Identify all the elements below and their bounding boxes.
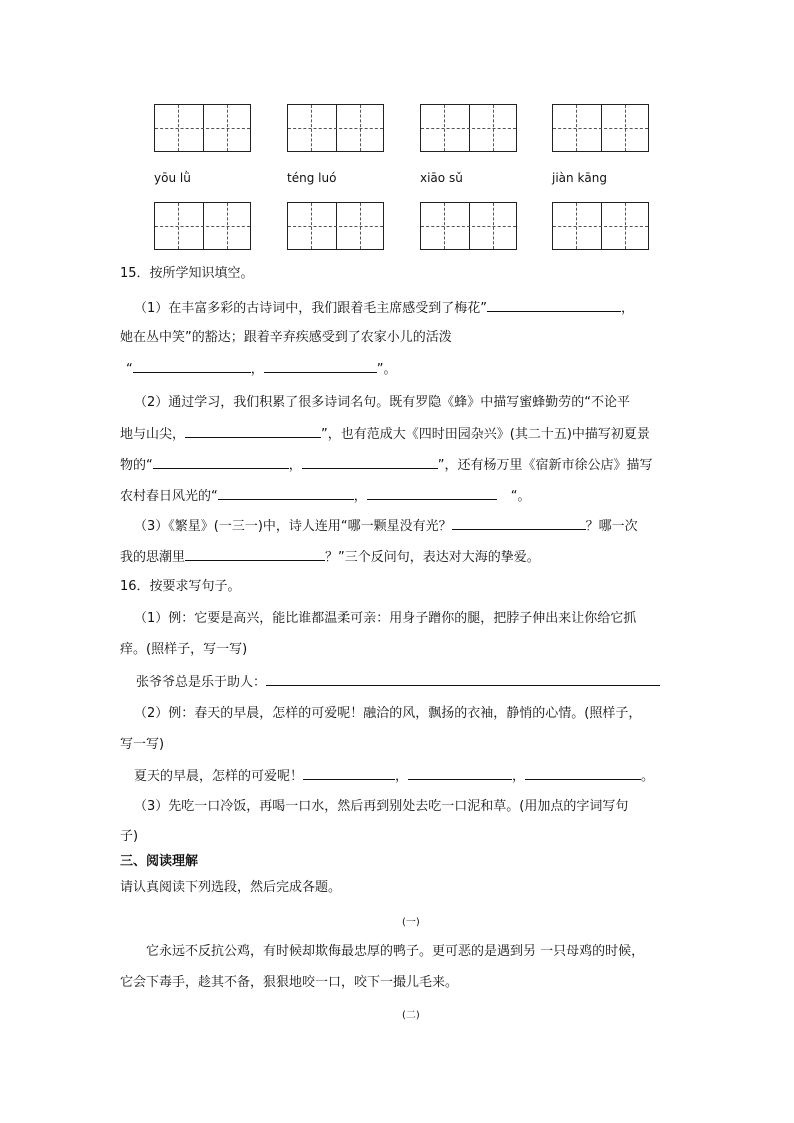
question-line: （2）通过学习，我们积累了很多诗词名句。既有罗隐《蜂》中描写蜜蜂勤劳的“不论平 [134, 395, 631, 410]
answer-blank[interactable] [408, 767, 512, 780]
question-line: 张爷爷总是乐于助人： [136, 673, 660, 691]
question-line: 我的思潮里 ？”三个反问句，表达对大海的挚爱。 [120, 550, 540, 565]
question-line: （2）例：春天的早晨，怎样的可爱呢！融洽的风，飘扬的衣袖，静悄的心情。(照样子， [134, 706, 642, 721]
tian-grid-box[interactable] [552, 202, 649, 250]
question-line: 物的“ ， ”，还有杨万里《宿新市徐公店》描写 [120, 458, 653, 473]
question-title: 16．按要求写句子。 [120, 579, 241, 594]
question-line: （1）在丰富多彩的古诗词中，我们跟着毛主席感受到了梅花” ， [134, 301, 635, 316]
tian-grid-box[interactable] [552, 104, 649, 152]
reading-paragraph: 它会下毒手，趁其不备，狠狠地咬一口，咬下一撮儿毛来。 [120, 975, 459, 990]
section-intro: 请认真阅读下列选段，然后完成各题。 [120, 880, 342, 895]
answer-blank[interactable] [266, 673, 660, 686]
answer-blank[interactable] [264, 360, 377, 373]
part-label: (二) [402, 1010, 420, 1021]
section-heading: 三、阅读理解 [120, 854, 199, 869]
question-line: 农村春日风光的“ ， “。 [120, 489, 531, 504]
pinyin-label: xiāo sǔ [420, 171, 463, 185]
question-line: （1）例：它要是高兴，能比谁都温柔可亲：用身子蹭你的腿，把脖子伸出来让你给它抓 [134, 611, 637, 626]
answer-blank[interactable] [218, 487, 354, 500]
answer-blank[interactable] [303, 767, 395, 780]
answer-blank[interactable] [185, 548, 325, 561]
answer-blank[interactable] [302, 456, 438, 469]
part-label: (一) [402, 917, 420, 928]
tian-grid-box[interactable] [420, 202, 517, 250]
tian-grid-box[interactable] [420, 104, 517, 152]
question-line: “ ， ”。 [126, 362, 397, 377]
answer-blank[interactable] [133, 360, 251, 373]
answer-blank[interactable] [487, 299, 621, 312]
answer-blank[interactable] [525, 767, 641, 780]
answer-blank[interactable] [367, 487, 497, 500]
pinyin-label: jiàn kāng [552, 171, 607, 185]
question-line: （3）先吃一口冷饭，再喝一口水，然后再到别处去吃一口泥和草。(用加点的字词写句 [134, 799, 629, 814]
question-title: 15．按所学知识填空。 [120, 266, 254, 281]
answer-blank[interactable] [185, 425, 321, 438]
reading-paragraph: 它永远不反抗公鸡，有时候却欺侮最忠厚的鸭子。更可恶的是遇到另 一只母鸡的时候， [146, 944, 645, 959]
question-line: 子) [120, 829, 139, 844]
pinyin-label: yōu lǜ [154, 171, 191, 185]
answer-blank[interactable] [452, 517, 586, 530]
question-line: 她在丛中笑”的豁达；跟着辛弃疾感受到了农家小儿的活泼 [120, 330, 452, 345]
answer-blank[interactable] [153, 456, 289, 469]
question-line: 痒。(照样子，写一写) [120, 642, 248, 657]
pinyin-label: téng luó [287, 171, 337, 185]
tian-grid-box[interactable] [154, 202, 251, 250]
question-line: 写一写) [120, 737, 165, 752]
question-line: 地与山尖， ”，也有范成大《四时田园杂兴》(其二十五)中描写初夏景 [120, 427, 650, 442]
tian-grid-box[interactable] [154, 104, 251, 152]
tian-grid-box[interactable] [287, 104, 384, 152]
tian-grid-box[interactable] [287, 202, 384, 250]
question-line: （3）《繁星》(一三一)中，诗人连用“哪一颗星没有光？ ？哪一次 [134, 519, 638, 534]
question-line: 夏天的早晨，怎样的可爱呢！ ， ， 。 [134, 769, 655, 784]
